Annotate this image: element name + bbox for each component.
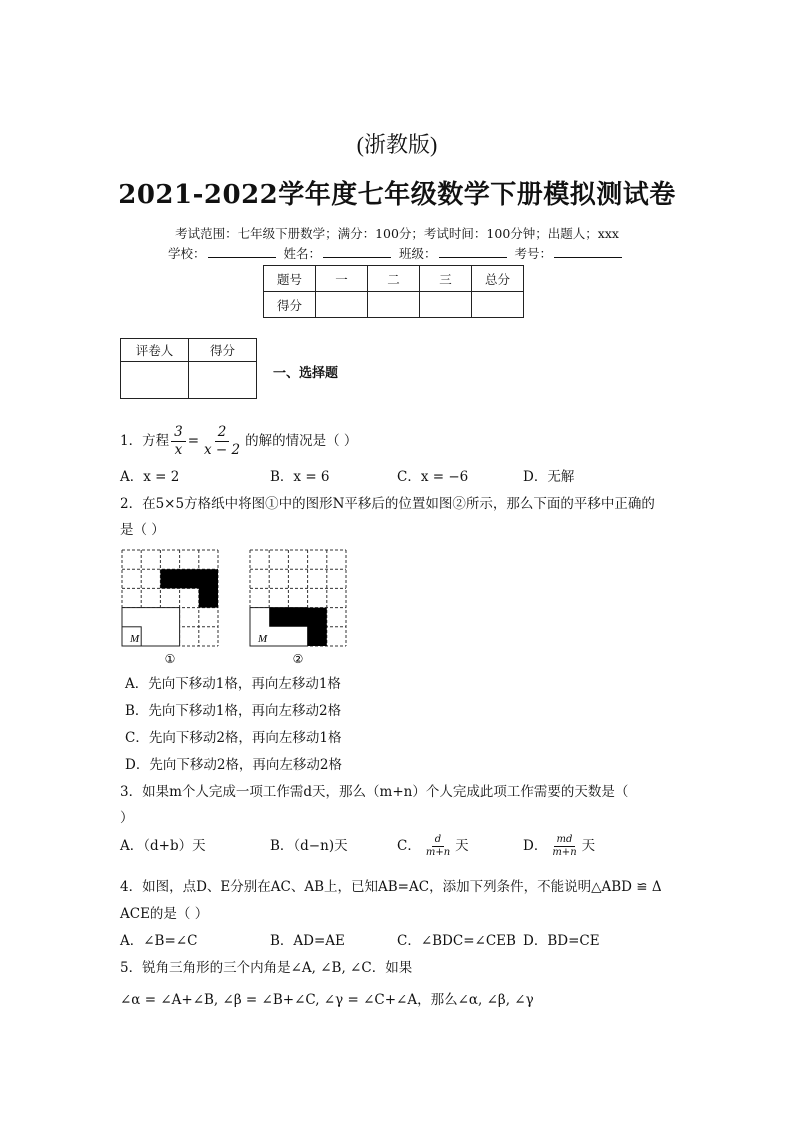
q5-text-line1: 5．锐角三角形的三个内角是∠A, ∠B, ∠C．如果 [120,960,413,976]
exam-no-blank[interactable] [554,246,622,258]
score-table [263,265,524,318]
q1-fraction-left [171,424,186,459]
score-header-cell: 题号 [264,266,316,292]
grader-cell[interactable] [121,362,189,399]
q3-optd-fraction [549,834,579,859]
q1-prefix: 1．方程 [120,433,170,449]
q1-fraction-right [201,424,243,459]
q2-fig2-caption: ② [292,652,304,664]
q4-option-b[interactable]: B．AD=AE [270,933,345,949]
q1-frac1-num: 3 [171,424,186,442]
grader-header-cell: 评卷人 [121,339,189,362]
q1-option-a[interactable]: A．x = 2 [120,469,180,485]
exam-meta: 考试范围：七年级下册数学；满分：100分；考试时间：100分钟；出题人；xxx [175,226,619,241]
q3-optd-den: m+n [552,847,577,858]
score-table-header-row [264,266,524,292]
score-table-row [264,292,524,318]
score-header-cell: 三 [420,266,472,292]
grader-header-row [121,339,257,362]
exam-no-label: 考号： [514,246,552,261]
score-cell[interactable] [368,292,420,318]
score-cell[interactable] [420,292,472,318]
grader-table [120,338,257,399]
grader-header-cell: 得分 [189,339,257,362]
q2-option-a[interactable]: A．先向下移动1格，再向左移动1格 [125,676,341,692]
q4-options [120,931,680,951]
q3-optd-prefix: D． [523,838,548,854]
score-header-cell: 二 [368,266,420,292]
q2-figure-1 [122,550,218,664]
score-cell[interactable] [472,292,524,318]
q2-option-d[interactable]: D．先向下移动2格，再向左移动2格 [125,757,343,773]
grader-cell[interactable] [189,362,257,399]
q3-option-d[interactable] [523,834,595,859]
q1-option-b[interactable]: B．x = 6 [270,469,330,485]
q4-option-c[interactable]: C．∠BDC=∠CEB [397,933,516,949]
q3-option-a[interactable]: A．（d+b）天 [120,838,206,854]
q3-options [120,834,680,859]
question-1 [120,424,357,459]
q2-text-line2: 是（ ） [120,522,165,538]
q3-optc-fraction [423,834,453,859]
score-row-label: 得分 [264,292,316,318]
score-header-cell: 总分 [472,266,524,292]
q1-suffix: 的解的情况是（ ） [245,433,358,449]
q2-fig1-label: M [130,633,140,645]
q4-text-line2: ACE的是（ ） [120,906,209,922]
q3-option-b[interactable]: B．（d−n)天 [270,838,348,854]
q2-figure-2 [250,550,346,664]
q3-optd-suffix: 天 [581,838,596,854]
q1-frac1-den: x [174,442,183,458]
class-label: 班级： [398,246,437,261]
q4-text-line1: 4．如图，点D、E分别在AC、AB上，已知AB=AC，添加下列条件，不能说明△ABD ≌ Δ [120,879,662,895]
q4-option-a[interactable]: A．∠B=∠C [120,933,198,949]
q3-text-line2: ） [120,810,134,826]
q2-option-c[interactable]: C．先向下移动2格，再向左移动1格 [125,730,342,746]
q3-optc-suffix: 天 [455,838,469,854]
edition-label: (浙教版) [356,132,438,157]
q3-text-line1: 3．如果m个人完成一项工作需d天，那么（m+n）个人完成此项工作需要的天数是（ [120,784,629,800]
score-cell[interactable] [316,292,368,318]
section-heading: 一、选择题 [273,366,339,381]
school-blank[interactable] [208,246,276,258]
q1-options [120,467,680,487]
name-blank[interactable] [323,246,391,258]
q5-text-line2: ∠α = ∠A+∠B, ∠β = ∠B+∠C, ∠γ = ∠C+∠A，那么∠α, ∠β, ∠γ [120,992,534,1008]
q3-optc-den: m+n [425,847,451,858]
q2-fig1-caption: ① [164,652,176,664]
q3-optd-num: md [554,834,576,847]
q1-frac2-den: x − 2 [204,442,241,458]
student-info-line [0,244,794,262]
q1-option-d[interactable]: D．无解 [523,469,575,485]
grader-row [121,362,257,399]
q1-equals: = [187,433,199,449]
q3-option-c[interactable] [397,834,523,859]
q2-text-line1: 2．在5×5方格纸中将图①中的图形N平移后的位置如图②所示，那么下面的平移中正确的 [120,496,655,512]
q2-fig2-label: M [258,633,268,645]
q1-frac2-num: 2 [215,424,230,442]
class-blank[interactable] [439,246,507,258]
q2-option-b[interactable]: B．先向下移动1格，再向左移动2格 [125,703,342,719]
page-title: 2021-2022学年度七年级数学下册模拟测试卷 [118,180,676,210]
q3-optc-num: d [432,834,444,847]
school-label: 学校： [167,246,206,261]
q4-option-d[interactable]: D．BD=CE [523,933,600,949]
score-header-cell: 一 [316,266,368,292]
q2-figures [118,546,358,664]
q1-option-c[interactable]: C．x = −6 [397,469,469,485]
name-label: 姓名： [283,246,321,261]
q3-optc-prefix: C． [397,838,421,854]
